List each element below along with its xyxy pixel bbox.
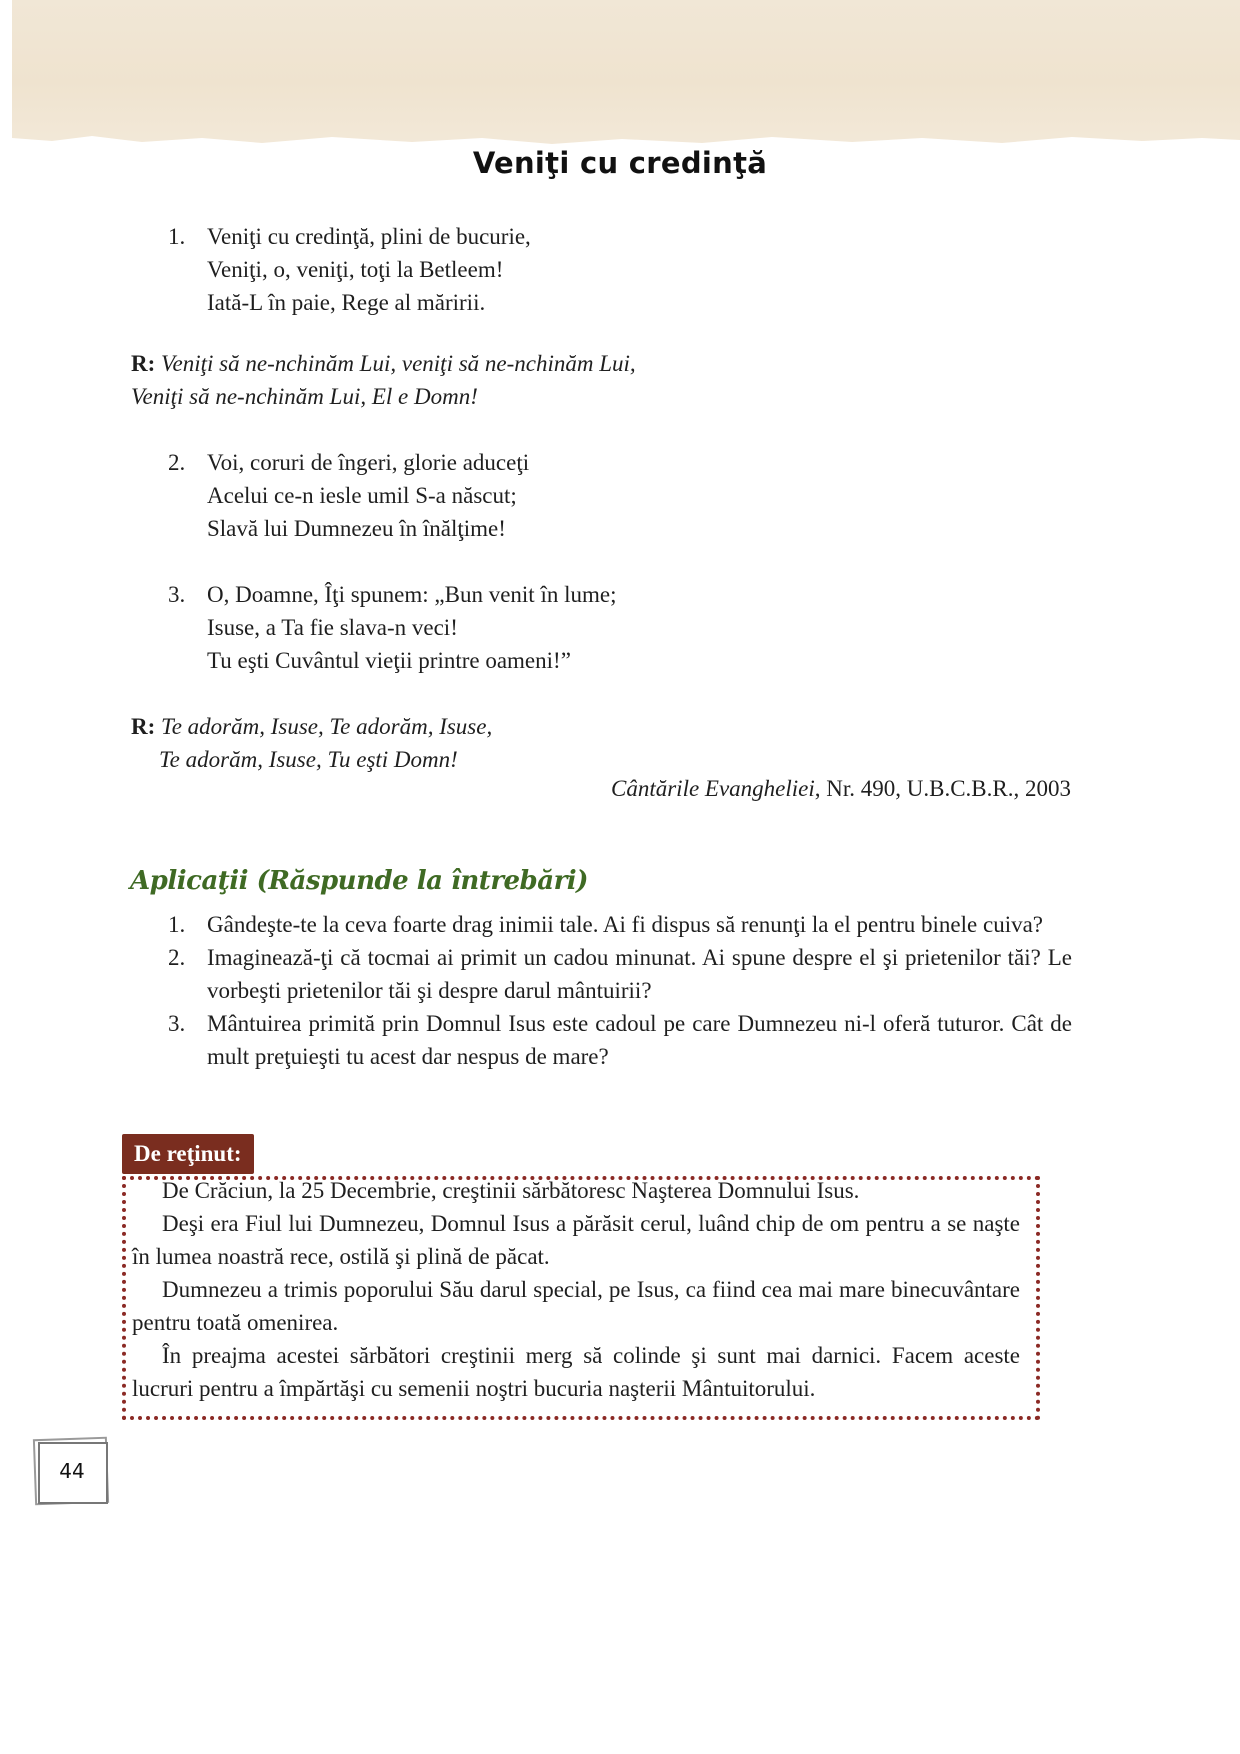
question-item [168, 941, 1072, 1007]
verse-line: Tu eşti Cuvântul vieţii printre oameni!” [207, 648, 571, 673]
source-book: Cântările Evangheliei [611, 776, 815, 801]
page-title: Veniţi cu credinţă [472, 146, 768, 180]
refrain-line: Veniţi să ne-nchinăm Lui, veniţi să ne-nchinăm Lui, [161, 351, 636, 376]
source-details: , Nr. 490, U.B.C.B.R., 2003 [814, 776, 1071, 801]
verse-line: Voi, coruri de îngeri, glorie aduceţi [207, 450, 530, 475]
question-text: Gândeşte-te la ceva foarte drag inimii tale. Ai fi dispus să renunţi la el pentru binele cuiva? [207, 912, 1043, 937]
verse-line: Acelui ce-n iesle umil S-a născut; [207, 483, 517, 508]
verse-number: 3. [168, 582, 186, 607]
verse-line: Iată-L în paie, Rege al măririi. [207, 290, 486, 315]
refrain-1 [131, 347, 636, 413]
question-item [168, 908, 1072, 941]
question-text: Mântuirea primită prin Domnul Isus este cadoul pe care Dumnezeu ni-l oferă tuturor. Cât de mult preţuieşti tu acest dar nespus de mare? [207, 1011, 1072, 1069]
verse-line: Veniţi cu credinţă, plini de bucurie, [207, 224, 531, 249]
retain-label: De reţinut: [122, 1134, 254, 1174]
refrain-line: Veniţi să ne-nchinăm Lui, El e Domn! [131, 384, 478, 409]
song-source [611, 772, 1071, 805]
refrain-line: Te adorăm, Isuse, Tu eşti Domn! [159, 747, 458, 772]
refrain-line: Te adorăm, Isuse, Te adorăm, Isuse, [161, 714, 493, 739]
questions-list [168, 908, 1072, 1073]
retain-paragraph: În preajma acestei sărbători creştinii merg să colinde şi sunt mai darnici. Facem aceste lucruri pentru a împărtăşi cu semenii noştri bucuria naşterii Mântuitorului. [132, 1343, 1020, 1401]
verse-1 [168, 220, 531, 319]
retain-paragraph: De Crăciun, la 25 Decembrie, creştinii sărbătoresc Naşterea Domnului Isus. [162, 1178, 860, 1203]
verse-3 [168, 578, 616, 677]
paper-banner [12, 0, 1240, 150]
question-item [168, 1007, 1072, 1073]
retain-paragraph: Dumnezeu a trimis poporului Său darul special, pe Isus, ca fiind cea mai mare binecuvântare pentru toată omenirea. [132, 1277, 1020, 1335]
question-number: 3. [168, 1011, 186, 1036]
refrain-label: R: [131, 714, 156, 739]
verse-line: Veniţi, o, veniţi, toţi la Betleem! [207, 257, 504, 282]
verse-line: Slavă lui Dumnezeu în înălţime! [207, 516, 506, 541]
refrain-label: R: [131, 351, 156, 376]
verse-line: O, Doamne, Îţi spunem: „Bun venit în lume; [207, 582, 617, 607]
verse-number: 2. [168, 450, 186, 475]
retain-text [132, 1174, 1020, 1405]
page-number-box [34, 1438, 110, 1504]
retain-paragraph: Deşi era Fiul lui Dumnezeu, Domnul Isus a părăsit cerul, luând chip de om pentru a se naşte în lumea noastră rece, ostilă şi plină de păcat. [132, 1211, 1020, 1269]
question-number: 1. [168, 912, 186, 937]
applications-heading: Aplicaţii (Răspunde la întrebări) [130, 866, 588, 896]
page-number: 44 [59, 1459, 85, 1483]
refrain-2 [131, 710, 492, 776]
verse-2 [168, 446, 529, 545]
verse-number: 1. [168, 224, 186, 249]
question-text: Imaginează-ţi că tocmai ai primit un cadou minunat. Ai spune despre el şi prietenilor tăi? Le vorbeşti prietenilor tăi şi despre darul mântuirii? [207, 945, 1072, 1003]
question-number: 2. [168, 945, 186, 970]
verse-line: Isuse, a Ta fie slava-n veci! [207, 615, 458, 640]
